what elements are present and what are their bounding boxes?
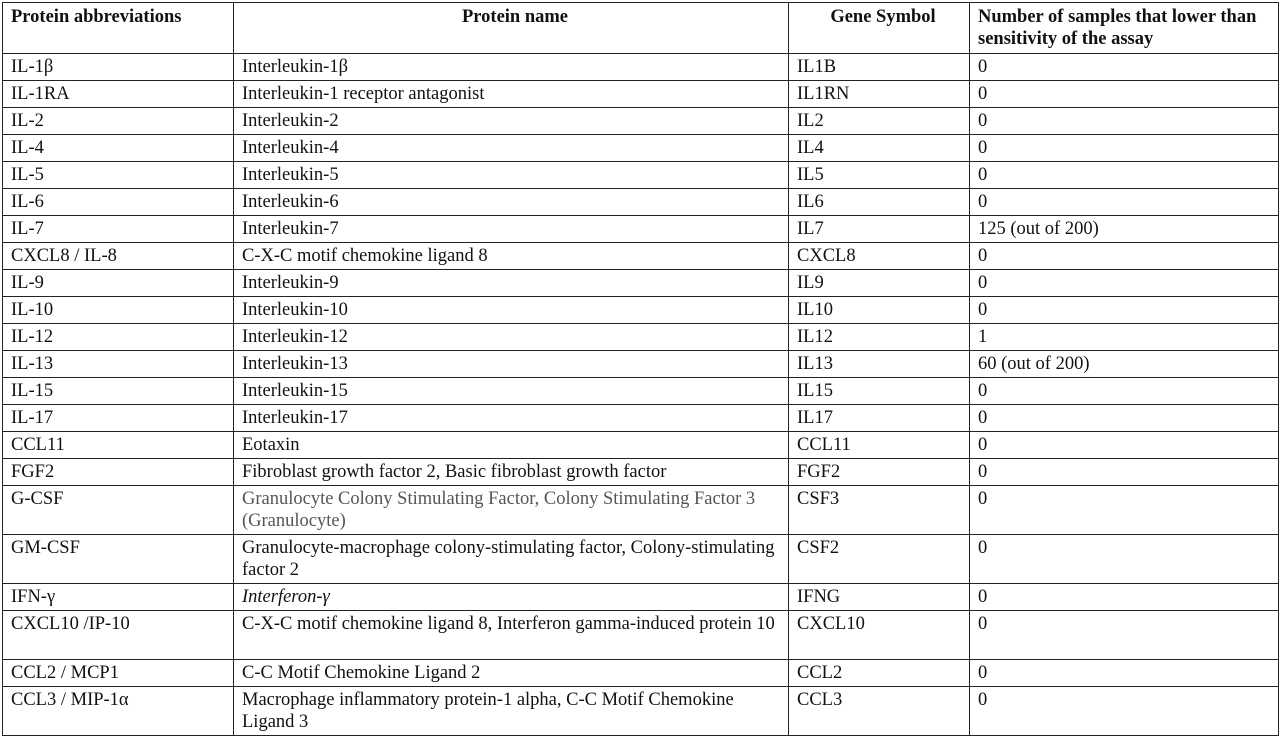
cell-abbreviation: IL-6 (3, 189, 234, 216)
header-protein-abbreviations: Protein abbreviations (3, 3, 234, 54)
table-row (3, 135, 1279, 162)
cell-gene-symbol: IL7 (789, 216, 970, 243)
cell-sample-count: 0 (970, 270, 1279, 297)
table-row (3, 660, 1279, 687)
protein-table (2, 2, 1279, 736)
cell-gene-symbol: IL6 (789, 189, 970, 216)
cell-gene-symbol: IL1RN (789, 81, 970, 108)
cell-gene-symbol: FGF2 (789, 459, 970, 486)
header-gene-symbol: Gene Symbol (789, 3, 970, 54)
table-row (3, 108, 1279, 135)
cell-sample-count: 125 (out of 200) (970, 216, 1279, 243)
cell-protein-name: Interferon-γ (234, 584, 789, 611)
cell-abbreviation: IL-17 (3, 405, 234, 432)
cell-protein-name: Interleukin-4 (234, 135, 789, 162)
cell-protein-name: Interleukin-5 (234, 162, 789, 189)
cell-abbreviation: FGF2 (3, 459, 234, 486)
cell-sample-count: 0 (970, 54, 1279, 81)
table-row (3, 189, 1279, 216)
cell-gene-symbol: IL12 (789, 324, 970, 351)
cell-protein-name: Interleukin-6 (234, 189, 789, 216)
cell-protein-name: Interleukin-1 receptor antagonist (234, 81, 789, 108)
cell-protein-name: Granulocyte Colony Stimulating Factor, Colony Stimulating Factor 3 (Granulocyte) (234, 486, 789, 535)
table-row (3, 297, 1279, 324)
cell-sample-count: 0 (970, 189, 1279, 216)
cell-abbreviation: GM-CSF (3, 535, 234, 584)
cell-sample-count: 0 (970, 81, 1279, 108)
cell-gene-symbol: IL13 (789, 351, 970, 378)
cell-sample-count: 0 (970, 459, 1279, 486)
cell-protein-name: Interleukin-7 (234, 216, 789, 243)
cell-abbreviation: IL-1RA (3, 81, 234, 108)
cell-abbreviation: IL-9 (3, 270, 234, 297)
table-row (3, 270, 1279, 297)
cell-gene-symbol: CSF3 (789, 486, 970, 535)
cell-protein-name: Interleukin-15 (234, 378, 789, 405)
cell-sample-count: 1 (970, 324, 1279, 351)
cell-protein-name: Interleukin-10 (234, 297, 789, 324)
cell-sample-count: 0 (970, 611, 1279, 660)
header-samples-below-sensitivity: Number of samples that lower than sensitivity of the assay (970, 3, 1279, 54)
table-row (3, 459, 1279, 486)
table-row (3, 216, 1279, 243)
cell-gene-symbol: IL10 (789, 297, 970, 324)
cell-sample-count: 0 (970, 584, 1279, 611)
cell-abbreviation: G-CSF (3, 486, 234, 535)
cell-protein-name: Eotaxin (234, 432, 789, 459)
cell-abbreviation: IL-12 (3, 324, 234, 351)
cell-abbreviation: IL-1β (3, 54, 234, 81)
cell-abbreviation: CCL2 / MCP1 (3, 660, 234, 687)
cell-protein-name: Interleukin-9 (234, 270, 789, 297)
table-row (3, 486, 1279, 535)
cell-sample-count: 0 (970, 432, 1279, 459)
cell-gene-symbol: CCL3 (789, 687, 970, 736)
table-row (3, 324, 1279, 351)
cell-protein-name: C-X-C motif chemokine ligand 8 (234, 243, 789, 270)
cell-protein-name: Fibroblast growth factor 2, Basic fibroblast growth factor (234, 459, 789, 486)
cell-gene-symbol: IFNG (789, 584, 970, 611)
table-row (3, 54, 1279, 81)
cell-sample-count: 0 (970, 486, 1279, 535)
cell-sample-count: 0 (970, 243, 1279, 270)
table-row (3, 584, 1279, 611)
cell-sample-count: 0 (970, 660, 1279, 687)
cell-sample-count: 0 (970, 297, 1279, 324)
cell-abbreviation: IL-4 (3, 135, 234, 162)
cell-abbreviation: IL-5 (3, 162, 234, 189)
cell-gene-symbol: IL2 (789, 108, 970, 135)
cell-gene-symbol: CCL11 (789, 432, 970, 459)
cell-gene-symbol: CXCL10 (789, 611, 970, 660)
cell-abbreviation: IL-15 (3, 378, 234, 405)
cell-protein-name: Interleukin-2 (234, 108, 789, 135)
cell-protein-name: Interleukin-1β (234, 54, 789, 81)
table-row (3, 243, 1279, 270)
table-row (3, 351, 1279, 378)
cell-abbreviation: IL-2 (3, 108, 234, 135)
table-row (3, 535, 1279, 584)
table-row (3, 611, 1279, 660)
cell-sample-count: 0 (970, 535, 1279, 584)
cell-sample-count: 0 (970, 108, 1279, 135)
cell-protein-name: C-X-C motif chemokine ligand 8, Interferon gamma-induced protein 10 (234, 611, 789, 660)
cell-gene-symbol: IL5 (789, 162, 970, 189)
cell-protein-name: Granulocyte-macrophage colony-stimulating factor, Colony-stimulating factor 2 (234, 535, 789, 584)
table-row (3, 81, 1279, 108)
cell-protein-name: Interleukin-12 (234, 324, 789, 351)
table-row (3, 432, 1279, 459)
cell-abbreviation: IL-13 (3, 351, 234, 378)
table-row (3, 687, 1279, 736)
cell-sample-count: 0 (970, 162, 1279, 189)
cell-protein-name: C-C Motif Chemokine Ligand 2 (234, 660, 789, 687)
cell-gene-symbol: CSF2 (789, 535, 970, 584)
cell-abbreviation: CCL3 / MIP-1α (3, 687, 234, 736)
cell-protein-name: Macrophage inflammatory protein-1 alpha, C-C Motif Chemokine Ligand 3 (234, 687, 789, 736)
cell-abbreviation: IFN-γ (3, 584, 234, 611)
cell-abbreviation: IL-10 (3, 297, 234, 324)
cell-sample-count: 0 (970, 687, 1279, 736)
table-row (3, 405, 1279, 432)
cell-gene-symbol: CXCL8 (789, 243, 970, 270)
cell-abbreviation: CCL11 (3, 432, 234, 459)
cell-sample-count: 0 (970, 405, 1279, 432)
cell-abbreviation: IL-7 (3, 216, 234, 243)
cell-gene-symbol: IL15 (789, 378, 970, 405)
table-row (3, 378, 1279, 405)
cell-protein-name: Interleukin-17 (234, 405, 789, 432)
cell-abbreviation: CXCL10 /IP-10 (3, 611, 234, 660)
cell-gene-symbol: IL4 (789, 135, 970, 162)
cell-protein-name: Interleukin-13 (234, 351, 789, 378)
cell-sample-count: 0 (970, 378, 1279, 405)
cell-gene-symbol: IL1B (789, 54, 970, 81)
cell-gene-symbol: CCL2 (789, 660, 970, 687)
cell-sample-count: 0 (970, 135, 1279, 162)
cell-gene-symbol: IL9 (789, 270, 970, 297)
header-protein-name: Protein name (234, 3, 789, 54)
header-row (3, 3, 1279, 54)
table-row (3, 162, 1279, 189)
cell-sample-count: 60 (out of 200) (970, 351, 1279, 378)
cell-abbreviation: CXCL8 / IL-8 (3, 243, 234, 270)
cell-gene-symbol: IL17 (789, 405, 970, 432)
